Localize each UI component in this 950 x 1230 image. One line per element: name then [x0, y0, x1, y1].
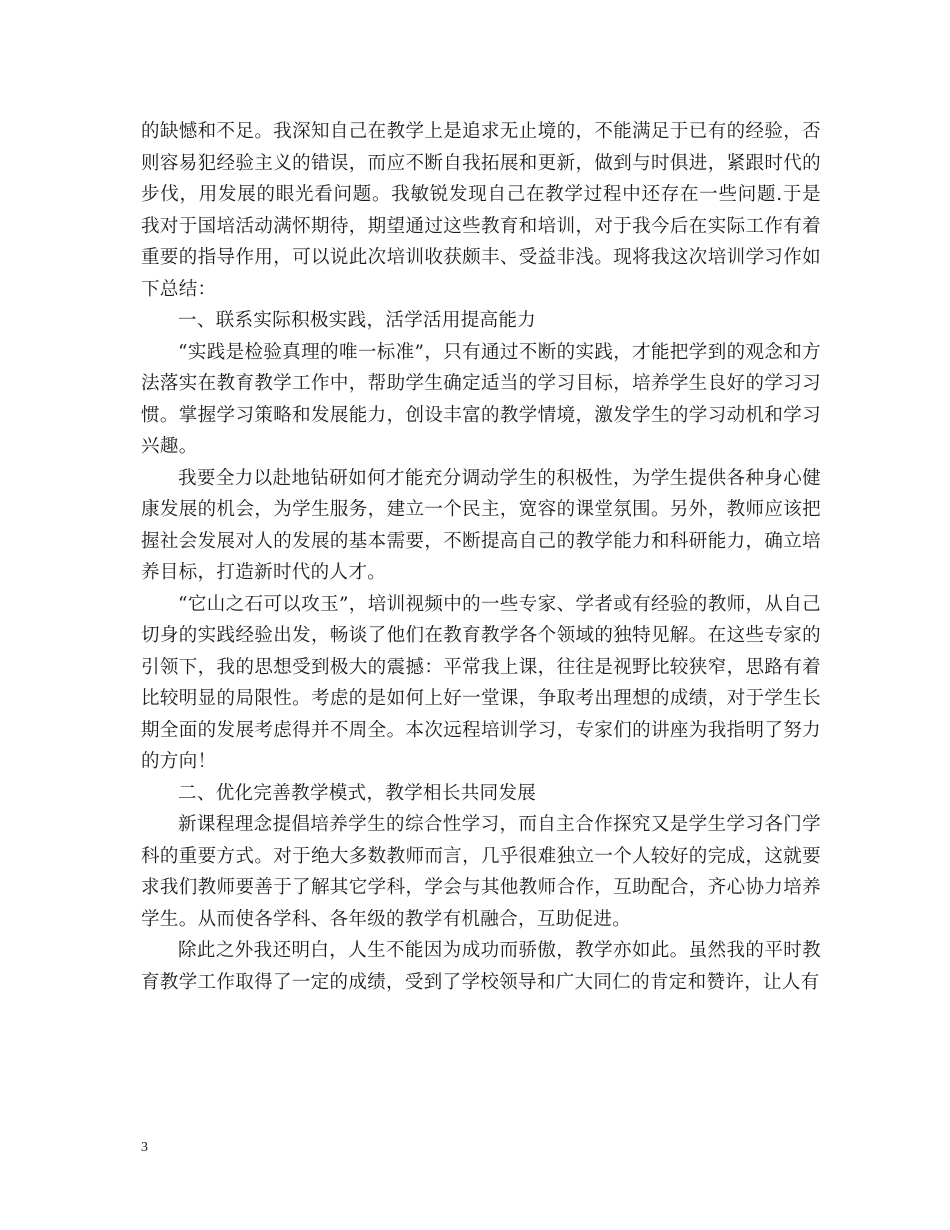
- section-heading-2: 二、优化完善教学模式，教学相长共同发展: [178, 782, 537, 804]
- paragraph-3: 我要全力以赴地钻研如何才能充分调动学生的积极性，为学生提供各种身心健康发展的机会，为学生服务，建立一个民主，宽容的课堂氛围。另外，教师应该把握社会发展对人的发展的基本需要，不断提高自己的教学能力和科研能力，确立培养目标，打造新时代的人才。: [141, 467, 821, 583]
- paragraph-1: 的缺憾和不足。我深知自己在教学上是追求无止境的，不能满足于已有的经验，否则容易犯经验主义的错误，而应不断自我拓展和更新，做到与时俱进，紧跟时代的步伐，用发展的眼光看问题。我敏锐发现自己在教学过程中还存在一些问题.于是我对于国培活动满怀期待，期望通过这些教育和培训，对于我今后在实际工作有着重要的指导作用，可以说此次培训收获颇丰、受益非浅。现将我这次培训学习作如下总结：: [141, 121, 821, 300]
- paragraph-4: “它山之石可以攻玉”，培训视频中的一些专家、学者或有经验的教师，从自己切身的实践经验出发，畅谈了他们在教育教学各个领域的独特见解。在这些专家的引领下，我的思想受到极大的震撼：平常我上课，往往是视野比较狭窄，思路有着比较明显的局限性。考虑的是如何上好一堂课，争取考出理想的成绩，对于学生长期全面的发展考虑得并不周全。本次远程培训学习，专家们的讲座为我指明了努力的方向！: [141, 593, 821, 772]
- paragraph-5: 新课程理念提倡培养学生的综合性学习，而自主合作探究又是学生学习各门学科的重要方式。对于绝大多数教师而言，几乎很难独立一个人较好的完成，这就要求我们教师要善于了解其它学科，学会与其他教师合作，互助配合，齐心协力培养学生。从而使各学科、各年级的教学有机融合，互助促进。: [141, 814, 821, 930]
- paragraph-6: 除此之外我还明白，人生不能因为成功而骄傲，教学亦如此。虽然我的平时教育教学工作取得了一定的成绩，受到了学校领导和广大同仁的肯定和赞许，让人有: [141, 940, 821, 993]
- paragraph-2: “实践是检验真理的唯一标准”，只有通过不断的实践，才能把学到的观念和方法落实在教育教学工作中，帮助学生确定适当的学习目标，培养学生良好的学习习惯。掌握学习策略和发展能力，创设丰富的教学情境，激发学生的学习动机和学习兴趣。: [141, 341, 821, 457]
- section-heading-1: 一、联系实际积极实践，活学活用提高能力: [178, 310, 537, 331]
- body-text: [141, 116, 821, 998]
- page-number: 3: [141, 1140, 148, 1155]
